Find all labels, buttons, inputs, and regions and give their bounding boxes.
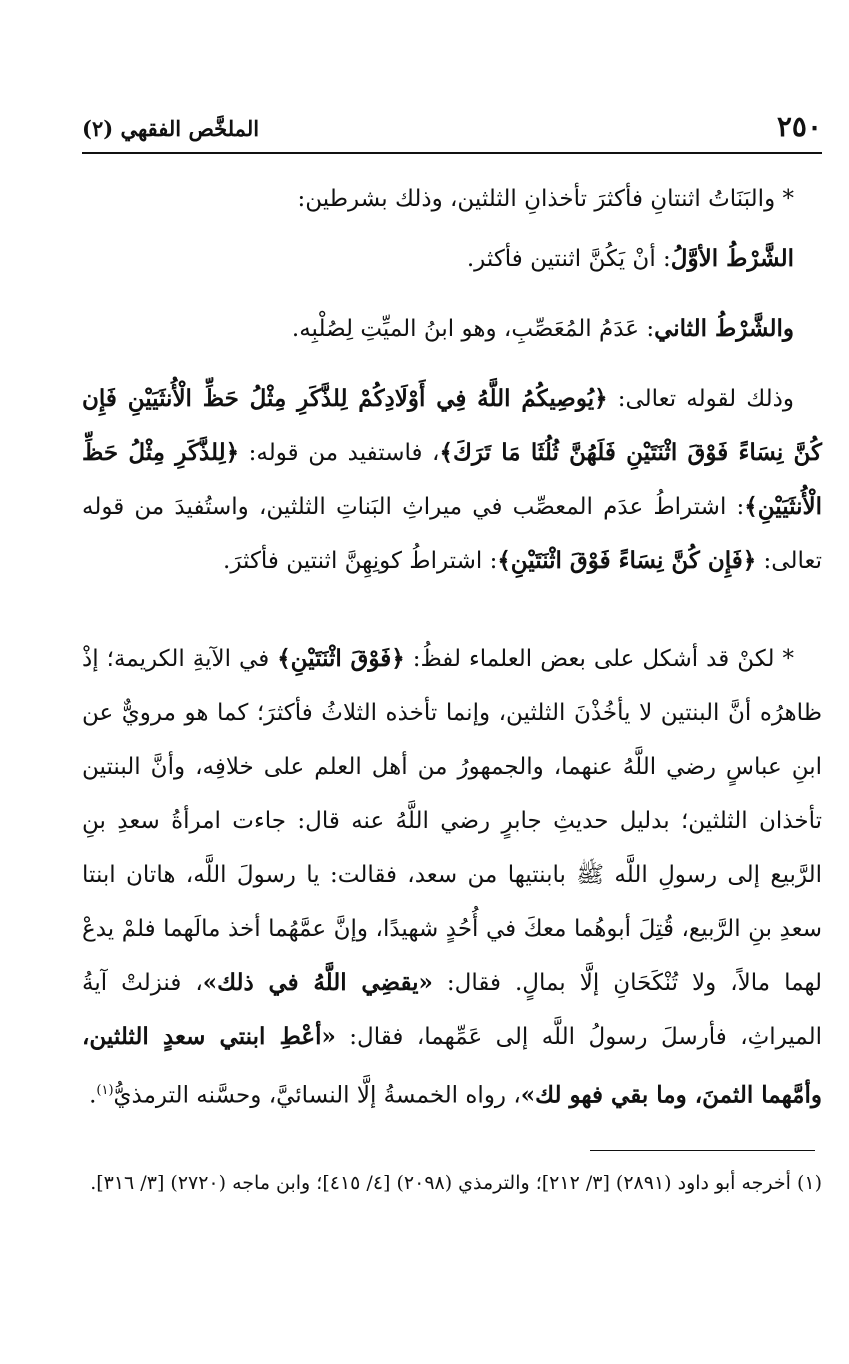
page-header: [82, 108, 822, 154]
quran-verse-4: ﴿فَوْقَ اثْنَتَيْنِ﴾: [277, 645, 405, 672]
paragraph-first-condition: [82, 232, 822, 286]
footnote: (١) أخرجه أبو داود (٢٨٩١) [٣/ ٢١٢]؛ والترمذي (٢٠٩٨) [٤/ ٤١٥]؛ وابن ماجه (٢٧٢٠) [٣/ ٣١٦].: [90, 1172, 822, 1194]
problem-text-end: .: [89, 1082, 97, 1109]
quran-verse-2: ﴿لِلذَّكَرِ مِثْلُ حَظِّ الْأُنثَيَيْنِ﴾: [82, 439, 822, 520]
footnote-divider: [590, 1150, 815, 1151]
problem-text-d: ، رواه الخمسةُ إلَّا النسائيَّ، وحسَّنه الترمذيُّ: [113, 1082, 521, 1109]
paragraph-evidence: [82, 372, 822, 588]
problem-text-a: * لكنْ قد أشكل على بعض العلماء لفظُ:: [404, 646, 794, 672]
evidence-text-d: : اشتراطُ كونِهِنَّ اثنتين فأكثرَ.: [223, 548, 498, 574]
problem-text-c: ، فنزلتْ آيةُ الميراثِ، فأرسلَ رسولُ اللَّه إلى عَمِّهما، فقال:: [82, 970, 822, 1050]
evidence-text-c: : اشتراطُ عدَم المعصِّب في ميراثِ البَناتِ الثلثين، واستُفيدَ من قوله تعالى:: [82, 494, 822, 574]
evidence-text-a: وذلك لقوله تعالى:: [607, 386, 794, 412]
quran-verse-3: ﴿فَإِن كُنَّ نِسَاءً فَوْقَ اثْنَتَيْنِ﴾: [497, 547, 757, 574]
footnote-reference: (١): [96, 1083, 114, 1098]
first-condition-label: الشَّرْطُ الأوَّلُ: [670, 245, 794, 272]
evidence-text-b: ، فاستفيد من قوله:: [239, 440, 440, 466]
running-title: الملخَّص الفقهي (٢): [82, 116, 260, 141]
paragraph-daughters-intro: * والبَنَاتُ اثنتانِ فأكثرَ تأخذانِ الثلثين، وذلك بشرطين:: [297, 186, 794, 212]
second-condition-label: والشَّرْطُ الثاني: [654, 315, 794, 342]
paragraph-second-condition: [82, 302, 822, 356]
first-condition-text: : أنْ يَكُنَّ اثنتين فأكثر.: [466, 246, 671, 272]
quran-verse-1: ﴿يُوصِيكُمُ اللَّهُ فِي أَوْلَادِكُمْ لِلذَّكَرِ مِثْلُ حَظِّ الْأُنثَيَيْنِ فَإِن كُنَّ نِسَاءً فَوْقَ اثْنَتَيْنِ فَلَهُنَّ ثُلُثَا مَا تَرَكَ﴾: [82, 385, 822, 466]
page-number: ٢٥٠: [776, 110, 822, 143]
paragraph-problem: [82, 632, 822, 1123]
second-condition-text: : عَدَمُ المُعَصِّبِ، وهو ابنُ الميِّتِ لِصُلْبِه.: [291, 316, 655, 342]
hadith-quote-2: «أعْطِ ابنتي سعدٍ الثلثين، وأمَّهما الثمنَ، وما بقي فهو لك»: [82, 1023, 822, 1109]
hadith-quote-1: «يقضِي اللَّهُ في ذلك»: [202, 969, 433, 996]
problem-text-b: في الآيةِ الكريمة؛ إذْ ظاهرُه أنَّ البنتين لا يأخُذْنَ الثلثين، وإنما تأخذه الثلاثُ فأكثرَ؛ كما هو مرويٌّ عن ابنِ عباسٍ رضي اللَّهُ عنهما، والجمهورُ من أهل العلم على خلافِه، وأنَّ البنتين تأخذان الثلثين؛ بدليل حديثِ جابرٍ رضي اللَّهُ عنه قال: جاءت امرأةُ سعدِ بنِ الرَّبيع إلى رسولِ اللَّه ﷺ بابنتيها من سعد، فقالت: يا رسولَ اللَّه، هاتان ابنتا سعدِ بنِ الرَّبيع، قُتِلَ أبوهُما معكَ في أُحُدٍ شهيدًا، وإنَّ عمَّهُما أخذ مالَهما فلمْ يدعْ لهما مالاً، ولا تُنْكَحَانِ إلَّا بمالٍ. فقال:: [82, 646, 822, 996]
